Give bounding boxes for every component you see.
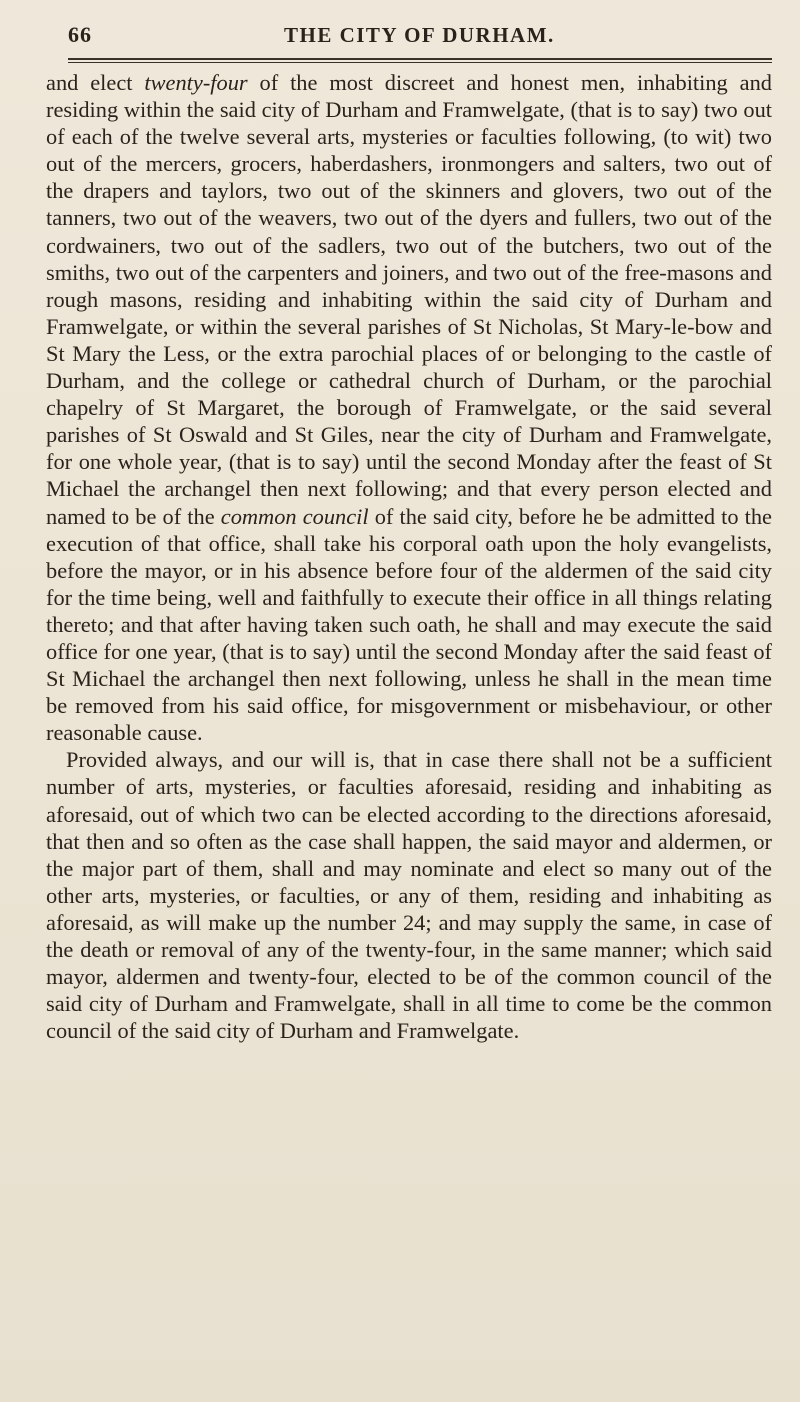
running-head — [46, 18, 772, 58]
text-segment-italic: twenty-four — [144, 70, 248, 95]
text-segment: Provided always, and our will is, that in case there shall not be a sufficient number of arts, mysteries, or faculties aforesaid, residing and inhabiting as aforesaid, out of which two can be elected according to the directions aforesaid, that then and so often as the case shall happen, the said mayor and aldermen, or the major part of them, shall and may nominate and elect so many out of the other arts, mysteries, or faculties, or any of them, residing and inhabiting as aforesaid, as will make up the number 24; and may supply the same, in case of the death or removal of any of the twenty-four, in the same manner; which said mayor, aldermen and twenty-four, elected to be of the common council of the said city of Durham and Framwelgate, shall in all time to come be the common council of the said city of Durham and Framwelgate. — [46, 747, 772, 1044]
text-segment: of the most discreet and honest men, inhabiting and residing within the said city of Durham and Framwelgate, (that is to say) two out of each of the twelve several arts, mysteries or faculties following, (to wit) two out of the mercers, grocers, haberdashers, ironmongers and salters, two out of the drapers and taylors, two out of the skinners and glovers, two out of the tanners, two out of the weavers, two out of the dyers and fullers, two out of the cordwainers, two out of the sadlers, two out of the butchers, two out of the smiths, two out of the carpenters and joiners, and two out of the free-masons and rough masons, residing and inhabiting within the said city of Durham and Framwelgate, or within the several parishes of St Nicholas, St Mary-le-bow and St Mary the Less, or the extra parochial places of or belonging to the castle of Durham, and the college or cathedral church of Durham, or the parochial chapelry of St Margaret, the borough of Framwelgate, or the said several parishes of St Oswald and St Giles, near the city of Durham and Framwelgate, for one whole year, (that is to say) until the second Monday after the feast of St Michael the archangel then next following; and that every person elected and named to be of the — [46, 70, 772, 529]
page-number: 66 — [68, 22, 92, 47]
text-segment-italic: common council — [220, 503, 369, 529]
text-segment: of the said city, before he be admitted to the execution of that office, shall take his corporal oath upon the holy evangelists, before the mayor, or in his absence before four of the aldermen of the said city for the time being, well and faithfully to execute their office in all things relating thereto; and that after having taken such oath, he shall and may execute the said office for one year, (that is to say) until the second Monday after the said feast of St Michael the archangel then next following, unless he shall in the mean time be removed from his said office, for misgovernment or misbehaviour, or other reasonable cause. — [46, 503, 772, 746]
body-text — [46, 69, 772, 1044]
header-rule — [68, 58, 772, 63]
paragraph-2 — [46, 746, 772, 1044]
running-title: THE CITY OF DURHAM. — [284, 23, 555, 47]
paragraph-1 — [46, 69, 772, 746]
text-segment: and elect — [46, 70, 145, 95]
